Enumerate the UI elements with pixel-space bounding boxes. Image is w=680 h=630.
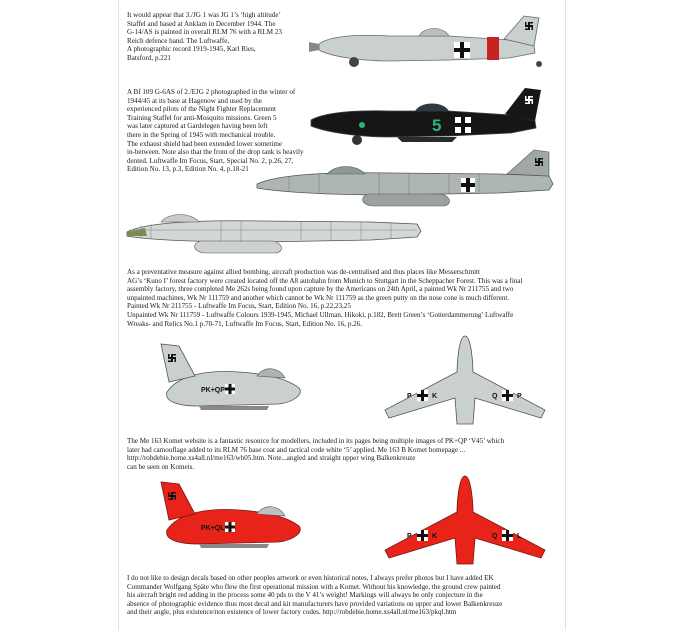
komet-red-top-p: P — [407, 533, 412, 540]
bf109-g14-grey-profile — [299, 6, 561, 74]
text-line: Commander Wolfgang Späte who flew the first operational mission with a Komet. Without his knowledge, the ground crew painted — [127, 582, 501, 591]
text-line: Reich defence band. The Luftwaffe, — [127, 36, 230, 45]
text-line: assembly factory, three completed Me 262s being found upon capture by the Americans on 24th April, a painted Wk Nr 211755 and two — [127, 285, 514, 294]
text-block-me262 — [127, 268, 563, 328]
komet-red-top-q: Q — [492, 533, 498, 540]
text-line: Staffel and based at Anklam in December 1944. The — [127, 19, 276, 28]
text-line: I do not like to design decals based on other peoples artwork or even historical notes, I always prefer photos but I have added EK — [127, 574, 494, 582]
text-block-spaete — [127, 574, 563, 617]
bf109-g6as-black-profile — [297, 80, 563, 152]
text-line: The exhaust shield had been extended lower sometime — [127, 139, 283, 148]
text-line: A photographic record 1919-1945, Karl Ries, — [127, 45, 256, 54]
komet-grey-top-p: P — [407, 393, 412, 400]
text-block-me163-site — [127, 437, 563, 471]
me163-grey-top-view — [375, 332, 555, 430]
komet-red-top-l: L — [517, 533, 522, 540]
text-line: The Me 163 Komet website is a fantastic resource for modellers, included in its pages being multiple images of PK+QP ‘V45’ which — [127, 437, 505, 445]
text-line: unpainted machines, Wk Nr 111759 and another which cannot be Wk Nr 111759 as the green putty on the nose cone is much different. — [127, 293, 510, 302]
text-line: later had camouflage added to its RLM 76 base coat and tactical code white ‘5’ applied. Me 163 B Komet homepage ... — [127, 445, 466, 454]
text-line: http://robdebie.home.xs4all.nl/me163/wh05.htm. Note...angled and straight upper wing Balkenkreuze — [127, 454, 416, 463]
text-line: It would appear that 3./JG 1 was JG 1’s ‘high altitude’ — [127, 11, 281, 19]
text-line: A Bf 109 G-6AS of 2./EJG 2 photographed in the winter of — [127, 88, 296, 96]
text-line: in-between. Note also that the front of the drop tank is heavily — [127, 148, 304, 157]
text-line: there in the Spring of 1945 with mechanical trouble. — [127, 130, 276, 139]
text-line: and their angle, plus existence/non existence of lower factory codes. http://robdebie.home.xs4all.nl/me163/pkql.htm — [127, 608, 457, 617]
text-line: absence of photographic evidence thus most decal and kit manufacturers have provided variations on upper and lower Balkenkreuze — [127, 599, 503, 608]
text-line: Painted Wk Nr 211755 - Luftwaffe Im Focus, Start, Edition No. 16, p.22,23,25 — [127, 302, 351, 311]
text-line: Edition No. 13, p.3, Edition No. 4, p.18-21 — [127, 165, 249, 174]
komet-grey-top-k: K — [432, 393, 438, 400]
komet-red-side-code: PK+QL — [201, 525, 225, 532]
komet-grey-top-p2: P — [517, 393, 522, 400]
text-line: G-14/AS is painted in overall RLM 76 with a RLM 23 — [127, 28, 282, 37]
me163-red-top-view — [375, 472, 555, 570]
text-line: Wreaks- and Relics No.1 p.70-71, Luftwaffe Im Focus, Start, Edition No. 16, p.26. — [127, 319, 363, 328]
text-line: was later captured at Gardelegen having been left — [127, 122, 268, 131]
night-code-5: 5 — [432, 116, 442, 135]
text-line: As a preventative measure against allied bombing, aircraft production was de-centralised and thus places like Messerschmitt — [127, 268, 480, 276]
komet-grey-top-q: Q — [492, 393, 498, 400]
text-line: Training Staffel for anti-Mosquito missions. Green 5 — [127, 113, 277, 122]
text-line: AG’s ‘Kuno I’ forest factory were created located off the A8 autobahn from Munich to Stuttgart in the Scheppacher Forest. This was a final — [127, 276, 523, 285]
text-line: 1944/45 at its base at Hagenow and used by the — [127, 96, 262, 105]
text-line: can be seen on Komets. — [127, 462, 195, 471]
decal-sheet-page — [118, 0, 566, 630]
text-line: dented. Luftwaffe Im Focus, Start, Special No. 2, p.26, 27, — [127, 156, 294, 165]
text-line: experienced pilots of the Night Fighter Replacement — [127, 105, 276, 114]
me163-red-side-profile — [139, 474, 309, 560]
komet-red-top-k: K — [432, 533, 438, 540]
text-line: his aircraft bright red adding in the process some 40 pds to the V 41’s weight! Markings will always be only conjecture in the — [127, 591, 483, 600]
text-line: Batsford, p.221 — [127, 53, 171, 62]
me262-unpainted-profile — [121, 200, 431, 264]
text-line: Unpainted Wk Nr 111759 - Luftwaffe Colours 1939-1945, Michael Ullman, Hikoki, p.182, Brett Green’s ‘Gotterdammerung’ Luftwaffe — [127, 310, 514, 319]
me163-grey-side-profile — [139, 336, 309, 422]
komet-grey-side-code: PK+QP — [201, 387, 225, 394]
